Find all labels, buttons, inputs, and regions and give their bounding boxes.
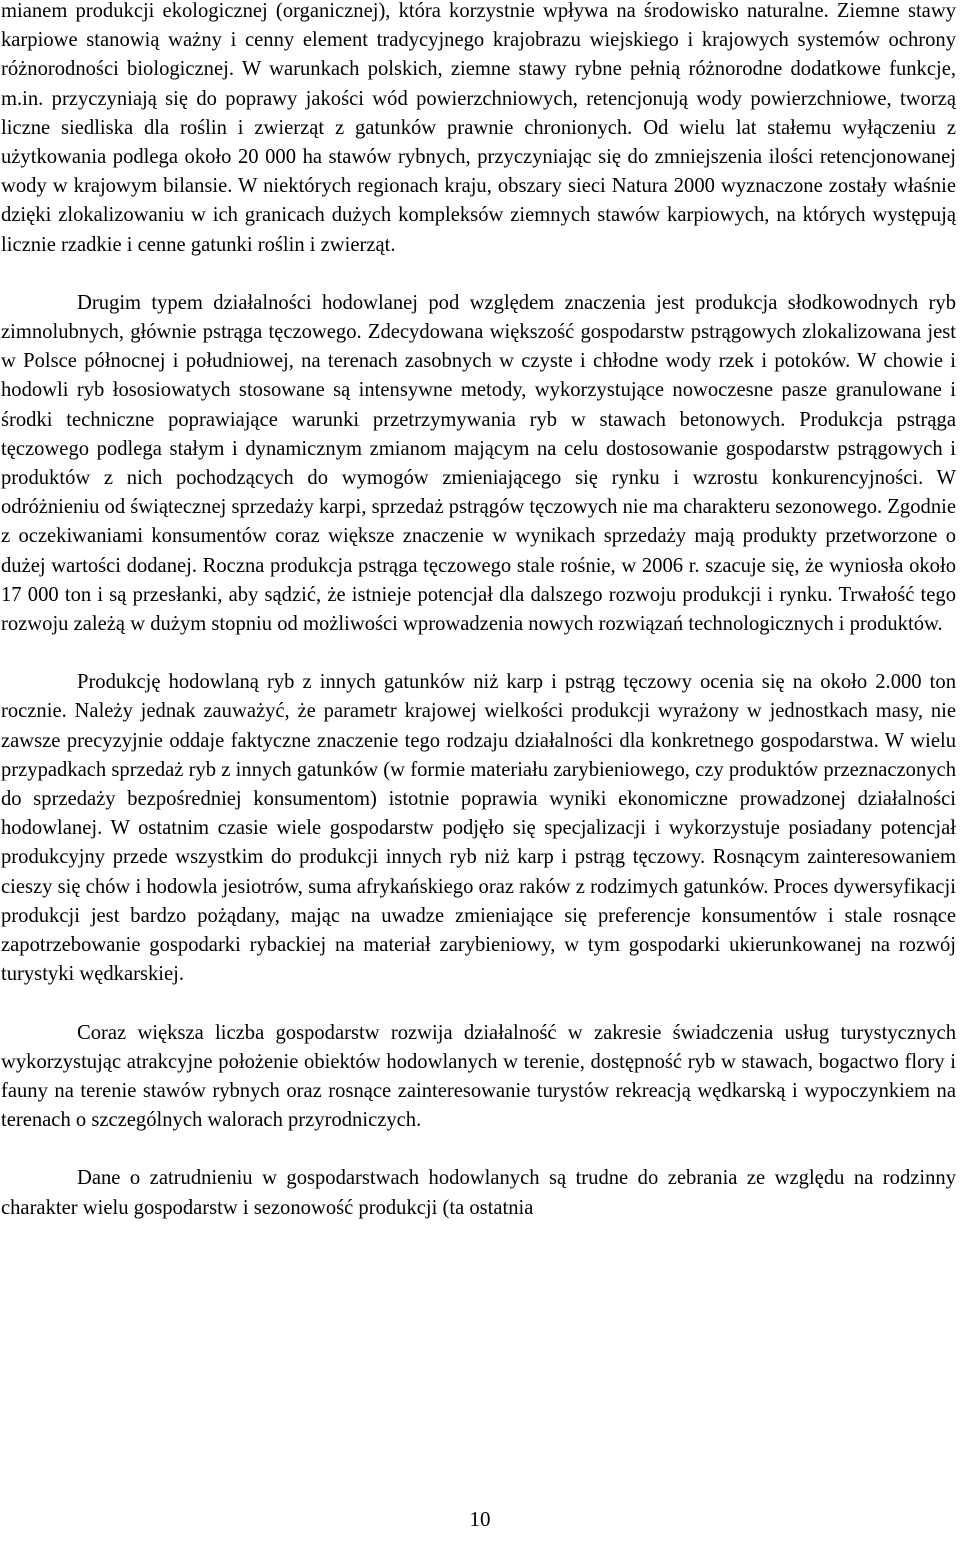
paragraph-spacer	[1, 639, 956, 668]
paragraph-2: Drugim typem działalności hodowlanej pod względem znaczenia jest produkcja słodkowodnych ryb zimnolubnych, głównie pstrąga tęczowego. Zdecydowana większość gospodarstw pstrągowych zlokalizowana jest w Polsce północnej i południowej, na terenach zasobnych w czyste i chłodne wody rzek i potoków. W chowie i hodowli ryb łososiowatych stosowane są intensywne metody, wykorzystujące nowoczesne pasze granulowane i środki techniczne poprawiające warunki przetrzymywania ryb w stawach betonowych. Produkcja pstrąga tęczowego podlega stałym i dynamicznym zmianom mającym na celu dostosowanie gospodarstw pstrągowych i produktów z nich pochodzących do wymogów zmieniającego się rynku i wzrostu konkurencyjności. W odróżnieniu od świątecznej sprzedaży karpi, sprzedaż pstrągów tęczowych nie ma charakteru sezonowego. Zgodnie z oczekiwaniami konsumentów coraz większe znaczenie w wynikach sprzedaży mają produkty przetworzone o dużej wartości dodanej. Roczna produkcja pstrąga tęczowego stale rośnie, w 2006 r. szacuje się, że wyniosła około 17 000 ton i są przesłanki, aby sądzić, że istnieje potencjał dla dalszego rozwoju produkcji i rynku. Trwałość tego rozwoju zależą w dużym stopniu od możliwości wprowadzenia nowych rozwiązań technologicznych i produktów.	[1, 291, 956, 636]
body-text	[1, 0, 956, 1223]
paragraph-5: Dane o zatrudnieniu w gospodarstwach hodowlanych są trudne do zebrania ze względu na rodzinny charakter wielu gospodarstw i sezonowość produkcji (ta ostatnia	[1, 1167, 956, 1219]
paragraph-spacer	[1, 260, 956, 289]
paragraph-spacer	[1, 990, 956, 1019]
paragraph-1: mianem produkcji ekologicznej (organicznej), która korzystnie wpływa na środowisko naturalne. Ziemne stawy karpiowe stanowią ważny i cenny element tradycyjnego krajobrazu wiejskiego i krajowych systemów ochrony różnorodności biologicznej. W warunkach polskich, ziemne stawy rybne pełnią różnorodne dodatkowe funkcje, m.in. przyczyniają się do poprawy jakości wód powierzchniowych, retencjonują wody powierzchniowe, tworzą liczne siedliska dla roślin i zwierząt z gatunków prawnie chronionych. Od wielu lat stałemu wyłączeniu z użytkowania podlega około 20 000 ha stawów rybnych, przyczyniając się do zmniejszenia ilości retencjonowanej wody w krajowym bilansie. W niektórych regionach kraju, obszary sieci Natura 2000 wyznaczone zostały właśnie dzięki zlokalizowaniu w ich granicach dużych kompleksów ziemnych stawów karpiowych, na których występują licznie rzadkie i cenne gatunki roślin i zwierząt.	[1, 0, 956, 256]
paragraph-3: Produkcję hodowlaną ryb z innych gatunków niż karp i pstrąg tęczowy ocenia się na około 2.000 ton rocznie. Należy jednak zauważyć, że parametr krajowej wielkości produkcji wyrażony w jednostkach masy, nie zawsze precyzyjnie oddaje faktyczne znaczenie tego rodzaju działalności dla konkretnego gospodarstwa. W wielu przypadkach sprzedaż ryb z innych gatunków (w formie materiału zarybieniowego, czy produktów przeznaczonych do sprzedaży bezpośredniej konsumentom) istotnie poprawia wyniki ekonomiczne prowadzonej działalności hodowlanej. W ostatnim czasie wiele gospodarstw podjęło się specjalizacji i wykorzystuje posiadany potencjał produkcyjny przede wszystkim do produkcji innych ryb niż karp i pstrąg tęczowy. Rosnącym zainteresowaniem cieszy się chów i hodowla jesiotrów, suma afrykańskiego oraz raków z rodzimych gatunków. Proces dywersyfikacji produkcji jest bardzo pożądany, mając na uwadze zmieniające się preferencje konsumentów i stale rosnące zapotrzebowanie gospodarki rybackiej na materiał zarybieniowy, w tym gospodarki ukierunkowanej na rozwój turystyki wędkarskiej.	[1, 671, 956, 986]
page-number: 10	[469, 1507, 491, 1531]
paragraph-4: Coraz większa liczba gospodarstw rozwija działalność w zakresie świadczenia usług turystycznych wykorzystując atrakcyjne położenie obiektów hodowlanych w terenie, dostępność ryb w stawach, bogactwo flory i fauny na terenie stawów rybnych oraz rosnące zainteresowanie turystów rekreacją wędkarską i wypoczynkiem na terenach o szczególnych walorach przyrodniczych.	[1, 1021, 956, 1132]
paragraph-spacer	[1, 1135, 956, 1164]
